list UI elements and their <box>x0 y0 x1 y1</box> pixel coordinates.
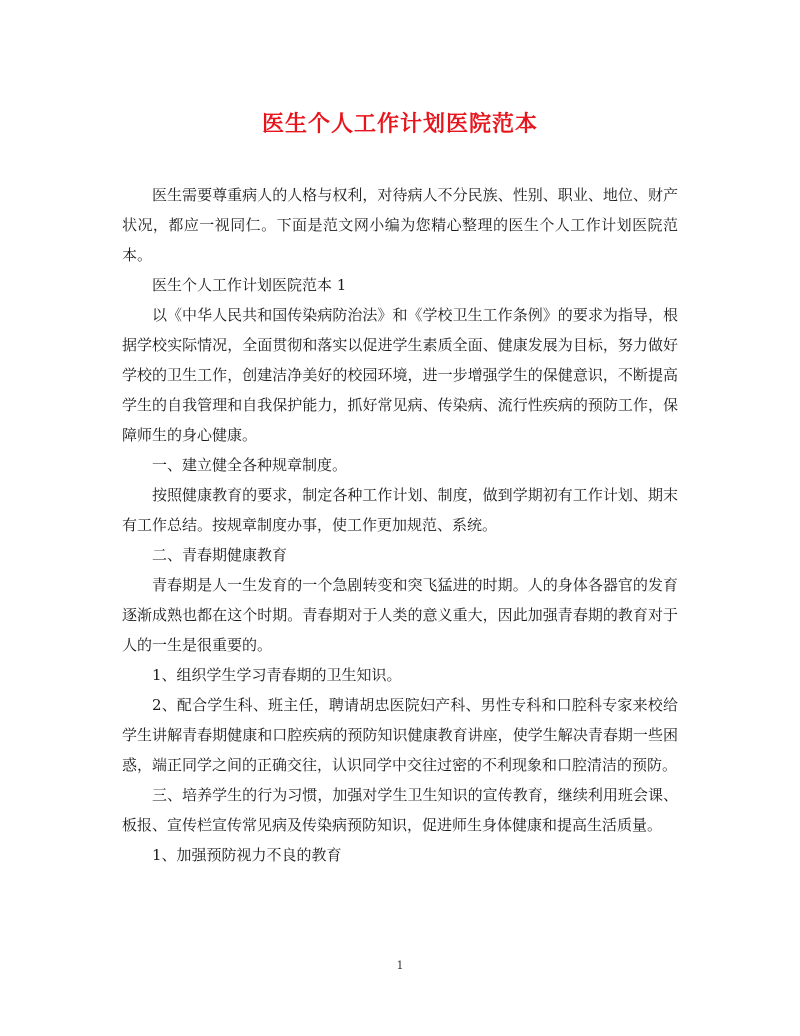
paragraph-item-2: 2、配合学生科、班主任，聘请胡忠医院妇产科、男性专科和口腔科专家来校给学生讲解青春期健康和口腔疾病的预防知识健康教育讲座，使学生解决青春期一些困惑，端正同学之间的正确交往，认识同学中交往过密的不利现象和口腔清洁的预防。 <box>122 696 678 774</box>
document-body <box>122 180 678 870</box>
paragraph-guidance: 以《中华人民共和国传染病防治法》和《学校卫生工作条例》的要求为指导，根据学校实际情况，全面贯彻和落实以促进学生素质全面、健康发展为目标，努力做好学校的卫生工作，创建洁净美好的校园环境，进一步增强学生的保健意识，不断提高学生的自我管理和自我保护能力，抓好常见病、传染病、流行性疾病的预防工作，保障师生的身心健康。 <box>122 306 678 444</box>
paragraph-heading-sample-1: 医生个人工作计划医院范本 1 <box>152 276 347 294</box>
document-title: 医生个人工作计划医院范本 <box>261 111 538 137</box>
paragraph-item-1: 1、组织学生学习青春期的卫生知识。 <box>152 666 402 684</box>
paragraph-intro: 医生需要尊重病人的人格与权利，对待病人不分民族、性别、职业、地位、财产状况，都应一视同仁。下面是范文网小编为您精心整理的医生个人工作计划医院范本。 <box>122 186 678 264</box>
paragraph-section-1-heading: 一、建立健全各种规章制度。 <box>152 456 348 474</box>
paragraph-section-2-body: 青春期是人一生发育的一个急剧转变和突飞猛进的时期。人的身体各器官的发育逐渐成熟也都在这个时期。青春期对于人类的意义重大，因此加强青春期的教育对于人的一生是很重要的。 <box>122 576 678 654</box>
paragraph-section-1-body: 按照健康教育的要求，制定各种工作计划、制度，做到学期初有工作计划、期末有工作总结。按规章制度办事，使工作更加规范、系统。 <box>122 486 678 534</box>
page-number: 1 <box>396 959 404 972</box>
paragraph-section-3: 三、培养学生的行为习惯，加强对学生卫生知识的宣传教育，继续利用班会课、板报、宣传栏宣传常见病及传染病预防知识，促进师生身体健康和提高生活质量。 <box>122 786 678 834</box>
paragraph-section-2-heading: 二、青春期健康教育 <box>152 546 288 564</box>
paragraph-item-3: 1、加强预防视力不良的教育 <box>152 846 342 864</box>
